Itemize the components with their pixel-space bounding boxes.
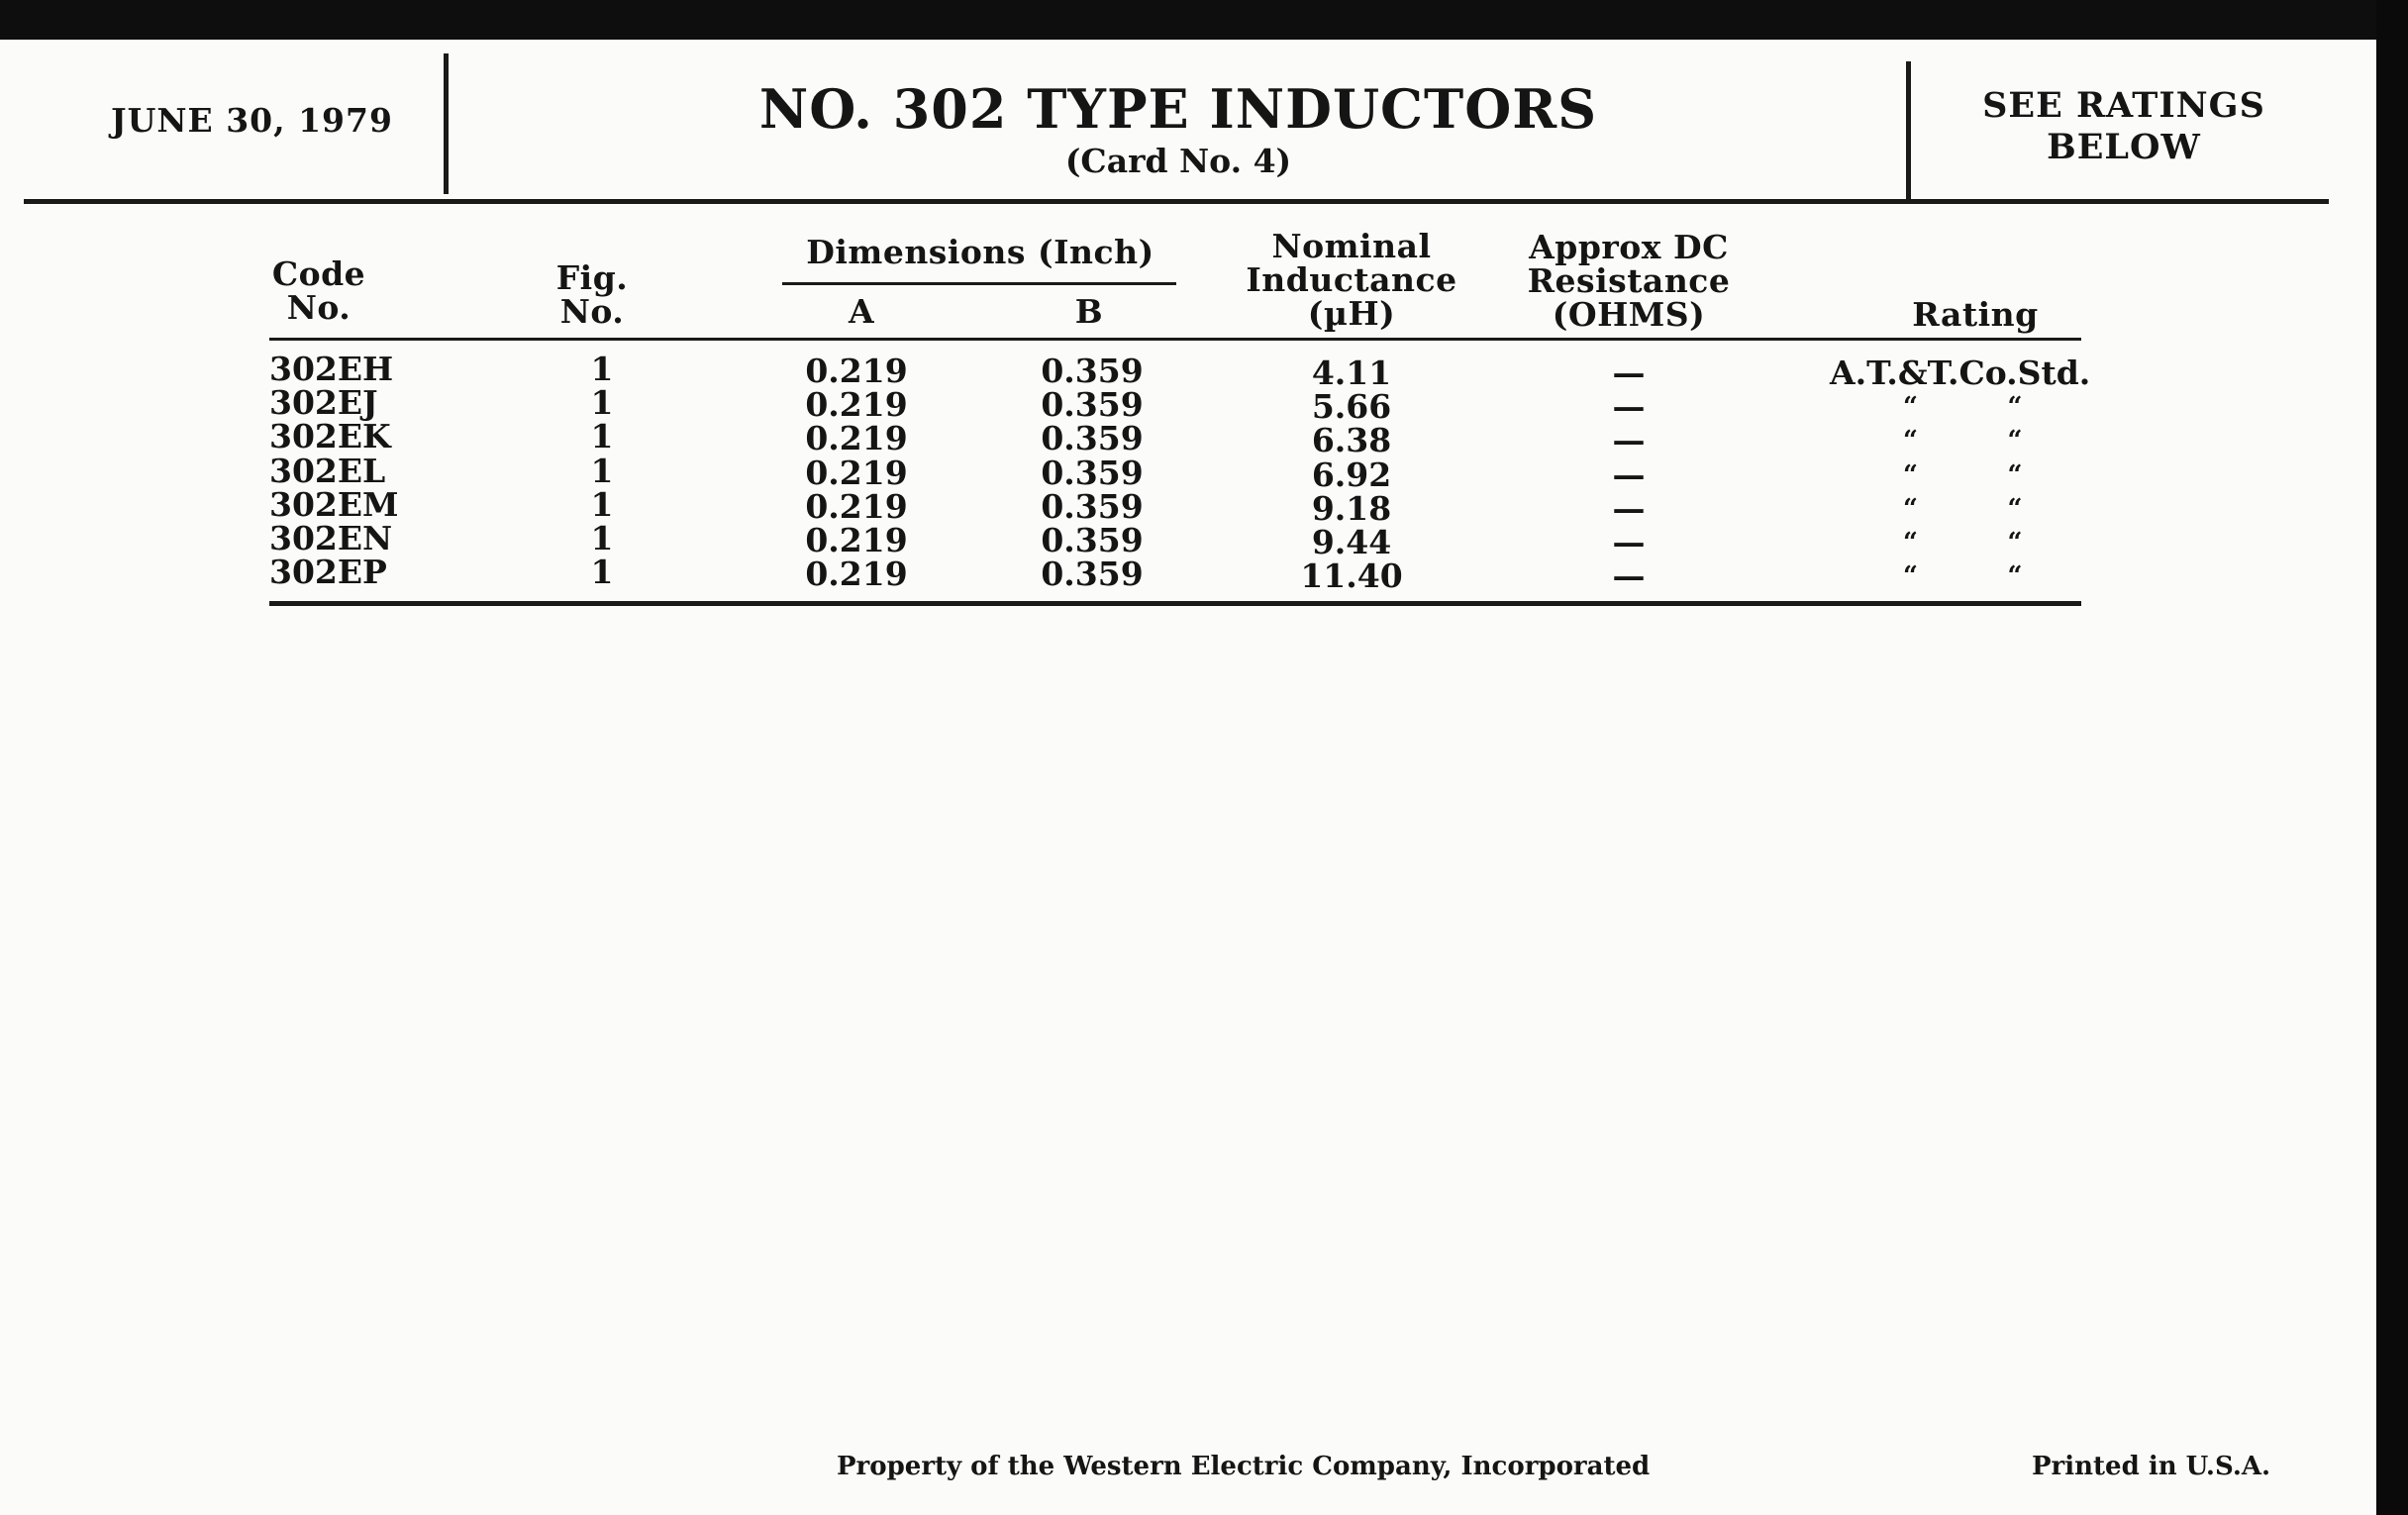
header-dimensions: Dimensions (Inch) (806, 233, 1154, 271)
header-fig-line1: Fig. (555, 258, 629, 297)
table-cell-fig: 1 (590, 553, 614, 592)
card-subtitle: (Card No. 4) (1064, 142, 1292, 180)
table-cell-resistance: — (1612, 421, 1646, 460)
table-cell-code: 302EN (269, 518, 393, 557)
table-cell-rating: “ “ (1903, 493, 2023, 524)
header-divider-right (1906, 61, 1911, 203)
table-cell-rating: “ “ (1903, 561, 2023, 592)
header-dim-a: A (848, 292, 875, 331)
header-rating: Rating (1912, 295, 2039, 334)
header-code-line2: No. (286, 288, 351, 327)
table-cell-resistance: — (1612, 387, 1646, 427)
card-date: JUNE 30, 1979 (111, 101, 393, 140)
table-cell-code: 302EP (269, 553, 387, 592)
scan-edge (2376, 0, 2408, 1515)
table-cell-inductance: 11.40 (1300, 556, 1403, 596)
header-dim-b: B (1074, 292, 1104, 331)
table-cell-rating: “ “ (1903, 527, 2023, 557)
table-header-rule (269, 338, 2081, 341)
column-inductance (1287, 354, 1416, 596)
table-cell-b: 0.359 (1041, 555, 1144, 594)
table-cell-inductance: 9.18 (1311, 488, 1392, 528)
table-cell-resistance: — (1612, 522, 1646, 561)
table-cell-b: 0.359 (1041, 486, 1144, 526)
header-code (259, 254, 378, 327)
table-cell-a: 0.219 (805, 352, 908, 390)
table-cell-b: 0.359 (1041, 385, 1144, 425)
header-rule (24, 199, 2329, 204)
table-cell-resistance: — (1612, 454, 1646, 494)
table-cell-b: 0.359 (1041, 520, 1144, 559)
table-cell-a: 0.219 (805, 486, 908, 526)
table-cell-fig: 1 (590, 350, 614, 388)
ratings-note (1941, 85, 2307, 168)
header-resistance-line2: Resistance (1527, 261, 1731, 300)
table-cell-code: 302EJ (269, 383, 378, 423)
table-cell-fig: 1 (590, 451, 614, 490)
table-cell-b: 0.359 (1041, 453, 1144, 492)
column-code (269, 350, 418, 592)
table-bottom-rule (269, 601, 2081, 606)
column-dim-b (1028, 352, 1156, 594)
column-resistance (1584, 354, 1673, 596)
table-cell-inductance: 4.11 (1311, 354, 1392, 392)
table-cell-b: 0.359 (1041, 419, 1144, 458)
header-resistance-line3: (OHMS) (1552, 295, 1706, 334)
table-cell-inductance: 5.66 (1311, 387, 1392, 427)
header-inductance-line3: (µH) (1307, 294, 1396, 333)
ratings-note-line2: BELOW (2047, 127, 2201, 167)
header-resistance (1510, 228, 1748, 334)
column-dim-a (792, 352, 921, 594)
table-cell-resistance: — (1612, 488, 1646, 528)
table-cell-code: 302EK (269, 417, 391, 456)
footer-printed: Printed in U.S.A. (2032, 1452, 2271, 1481)
table-cell-fig: 1 (590, 484, 614, 524)
table-cell-a: 0.219 (805, 419, 908, 458)
dimensions-rule (782, 282, 1176, 285)
table-cell-fig: 1 (590, 518, 614, 557)
header-fig (533, 258, 652, 331)
column-rating (1830, 354, 2091, 593)
table-cell-a: 0.219 (805, 453, 908, 492)
table-cell-inductance: 6.92 (1311, 454, 1392, 494)
table-cell-fig: 1 (590, 417, 614, 456)
table-cell-rating: “ “ (1903, 459, 2023, 490)
footer-property: Property of the Western Electric Company, Incorporated (837, 1452, 1651, 1481)
table-cell-inductance: 9.44 (1311, 522, 1392, 561)
table-cell-inductance: 6.38 (1311, 421, 1392, 460)
table-cell-a: 0.219 (805, 385, 908, 425)
ratings-note-line1: SEE RATINGS (1982, 85, 2265, 126)
table-cell-rating: “ “ (1903, 392, 2023, 423)
table-cell-b: 0.359 (1041, 352, 1144, 390)
table-cell-code: 302EM (269, 484, 399, 524)
table-cell-rating: “ “ (1903, 426, 2023, 456)
header-code-line1: Code (271, 254, 366, 293)
table-cell-code: 302EL (269, 451, 386, 490)
header-inductance-line1: Nominal (1271, 227, 1432, 265)
table-cell-resistance: — (1612, 556, 1646, 596)
table-cell-rating: A.T.&T.Co.Std. (1830, 354, 2091, 392)
header-fig-line2: No. (559, 292, 625, 331)
table-cell-fig: 1 (590, 383, 614, 423)
table-cell-a: 0.219 (805, 555, 908, 594)
header-inductance (1233, 227, 1470, 333)
header-inductance-line2: Inductance (1246, 260, 1457, 299)
table-cell-code: 302EH (269, 350, 394, 388)
column-fig (562, 350, 642, 592)
header-resistance-line1: Approx DC (1529, 228, 1729, 266)
header-divider-left (444, 53, 449, 194)
table-cell-resistance: — (1612, 354, 1646, 392)
card-title: NO. 302 TYPE INDUCTORS (758, 77, 1598, 141)
table-cell-a: 0.219 (805, 520, 908, 559)
